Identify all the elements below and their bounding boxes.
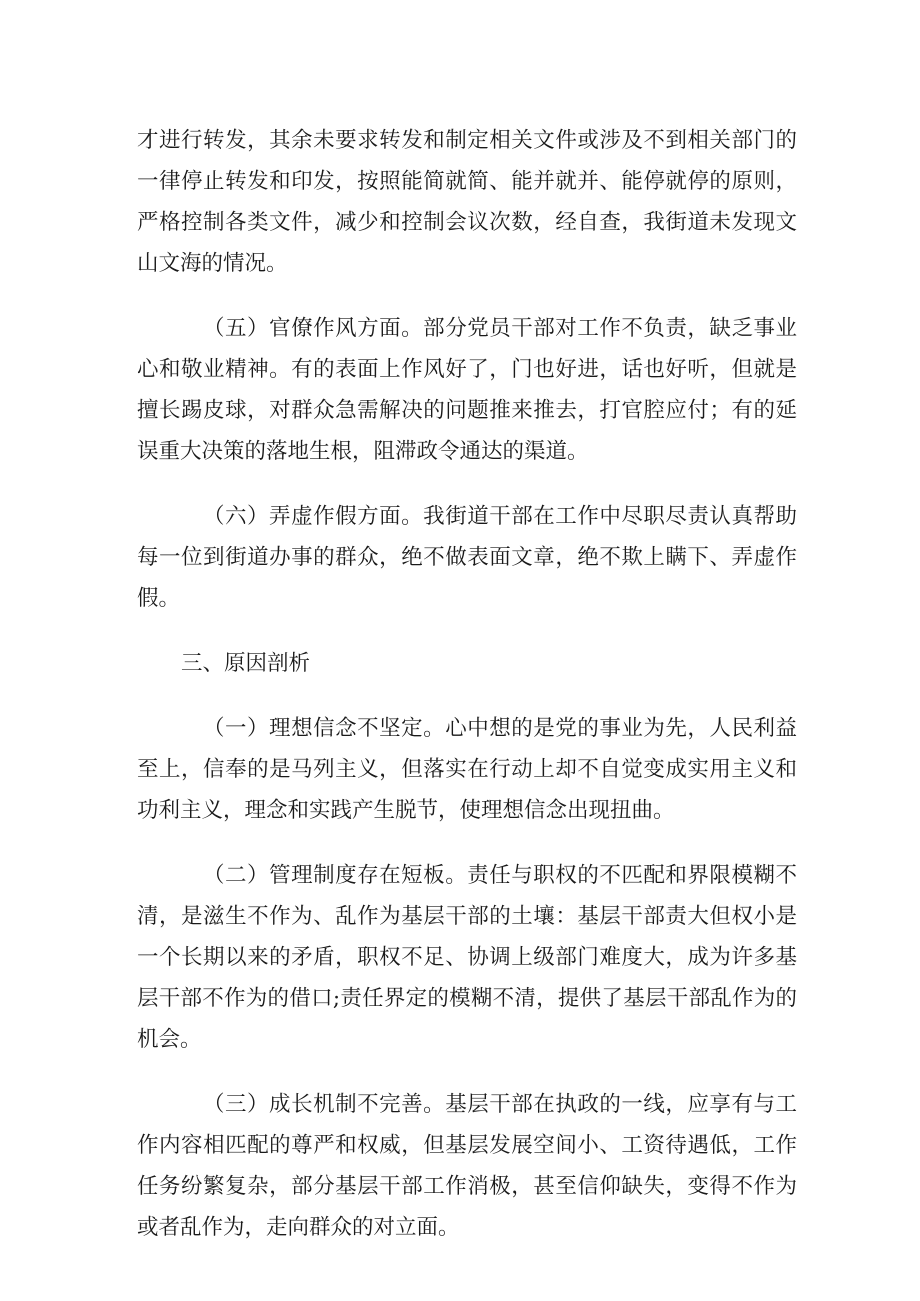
text-line: 任务纷繁复杂，部分基层干部工作消极，甚至信仰缺失，变得不作为 bbox=[137, 1174, 797, 1199]
text-line: （一）理想信念不坚定。心中想的是党的事业为先，人民利益 bbox=[203, 716, 797, 741]
text-line: 作内容相匹配的尊严和权威，但基层发展空间小、工资待遇低，工作 bbox=[137, 1133, 797, 1158]
text-line: （六）弄虚作假方面。我街道干部在工作中尽职尽责认真帮助 bbox=[203, 504, 797, 529]
text-line: 至上，信奉的是马列主义，但落实在行动上却不自觉变成实用主义和 bbox=[137, 757, 797, 782]
text-line: 擅长踢皮球，对群众急需解决的问题推来推去，打官腔应付；有的延 bbox=[137, 398, 797, 423]
paragraph-falsification bbox=[137, 496, 797, 619]
text-line: 严格控制各类文件，减少和控制会议次数，经自查，我街道未发现文 bbox=[137, 210, 797, 235]
text-line: （三）成长机制不完善。基层干部在执政的一线，应享有与工 bbox=[203, 1092, 797, 1117]
text-line: 一律停止转发和印发，按照能简就简、能并就并、能停就停的原则， bbox=[137, 169, 797, 194]
text-line: 山文海的情况。 bbox=[137, 251, 288, 276]
text-line: （五）官僚作风方面。部分党员干部对工作不负责，缺乏事业 bbox=[203, 316, 797, 341]
text-line: 一个长期以来的矛盾，职权不足、协调上级部门难度大，成为许多基 bbox=[137, 945, 797, 970]
text-line: 或者乱作为，走向群众的对立面。 bbox=[137, 1215, 460, 1240]
text-line: 假。 bbox=[137, 586, 181, 611]
paragraph-management bbox=[137, 855, 797, 1060]
paragraph-bureaucracy bbox=[137, 308, 797, 472]
section-heading bbox=[137, 643, 797, 684]
text-line: 清，是滋生不作为、乱作为基层干部的土壤：基层干部责大但权小是 bbox=[137, 904, 797, 929]
text-line: 功利主义，理念和实践产生脱节，使理想信念出现扭曲。 bbox=[137, 798, 675, 823]
paragraph-continuation bbox=[137, 120, 797, 284]
text-line: （二）管理制度存在短板。责任与职权的不匹配和界限模糊不 bbox=[203, 863, 797, 888]
text-line: 误重大决策的落地生根，阻滞政令通达的渠道。 bbox=[137, 439, 589, 464]
document-body bbox=[137, 120, 797, 1272]
text-line: 心和敬业精神。有的表面上作风好了，门也好进，话也好听，但就是 bbox=[137, 357, 797, 382]
text-line: 才进行转发，其余未要求转发和制定相关文件或涉及不到相关部门的 bbox=[137, 128, 797, 153]
text-line: 机会。 bbox=[137, 1027, 202, 1052]
paragraph-ideals bbox=[137, 708, 797, 831]
paragraph-growth bbox=[137, 1084, 797, 1248]
section-heading-text: 三、原因剖析 bbox=[181, 651, 311, 676]
text-line: 每一位到街道办事的群众，绝不做表面文章，绝不欺上瞒下、弄虚作 bbox=[137, 545, 797, 570]
text-line: 层干部不作为的借口;责任界定的模糊不清，提供了基层干部乱作为的 bbox=[137, 986, 797, 1011]
